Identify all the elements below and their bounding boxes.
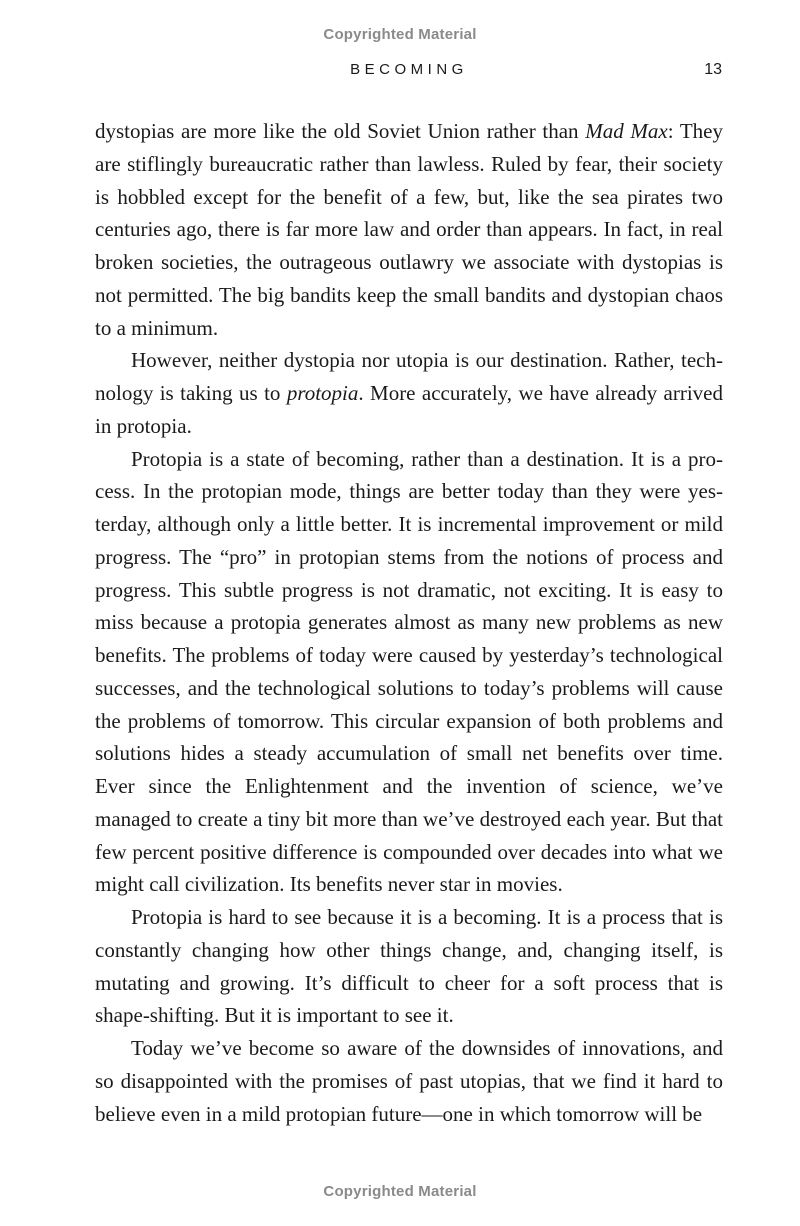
body-text (95, 115, 723, 1130)
running-header (0, 61, 800, 81)
running-title: BECOMING (350, 61, 468, 78)
book-title-mad-max: Mad Max (585, 119, 668, 143)
paragraph-5: Today we’ve become so aware of the downsides of innovations, and so disappointed with the promises of past utopias, that we find it hard to believe even in a mild protopian future—one in which tomorrow will be (95, 1036, 723, 1126)
term-protopia: protopia (286, 381, 359, 405)
paragraph-1-text-a: dystopias are more like the old Soviet Union rather than (95, 119, 586, 143)
copyright-watermark-top: Copyrighted Material (323, 26, 477, 43)
paragraph-2-text-a: However, neither dystopia nor utopia is our destination. Rather, technology is taking us to (95, 348, 723, 405)
paragraph-1 (95, 115, 723, 344)
paragraph-2 (95, 344, 723, 442)
paragraph-4: Protopia is hard to see because it is a becoming. It is a process that is constantly changing how other things change, and, changing itself, is mutating and growing. It’s difficult to cheer for a soft process that is shape-shifting. But it is important to see it. (95, 905, 723, 1028)
page-number: 13 (704, 61, 722, 78)
paragraph-2-text-b: . More accurately, we have already arrived in protopia. (95, 381, 723, 438)
paragraph-3: Protopia is a state of becoming, rather than a destination. It is a process. In the protopian mode, things are better today than they were yesterday, although only a little better. It is incremental improvement or mild progress. The “pro” in protopian stems from the notions of process and progress. This subtle progress is not dramatic, not exciting. It is easy to miss because a protopia generates almost as many new problems as new benefits. The problems of today were caused by yesterday’s technological successes, and the technological solutions to today’s problems will cause the problems of tomorrow. This circular expansion of both problems and solutions hides a steady accumulation of small net benefits over time. Ever since the Enlightenment and the invention of science, we’ve managed to create a tiny bit more than we’ve destroyed each year. But that few percent positive difference is compounded over decades into what we might call civilization. Its benefits never star in movies. (95, 446, 723, 897)
copyright-watermark-bottom: Copyrighted Material (323, 1183, 477, 1200)
paragraph-1-text-b: : They are stiflingly bureaucratic rather than lawless. Ruled by fear, their society is hobbled except for the benefit of a few, but, like the sea pirates two centuries ago, there is far more law and order than appears. In fact, in real broken societies, the outrageous outlawry we associate with dystopias is not permitted. The big bandits keep the small bandits and dystopian chaos to a minimum. (95, 119, 724, 340)
